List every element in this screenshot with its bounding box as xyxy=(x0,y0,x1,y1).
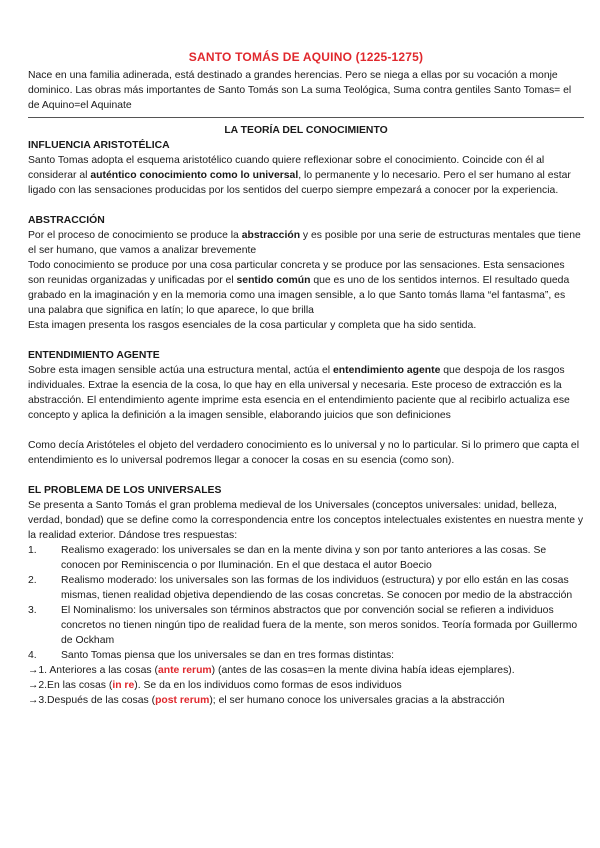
influencia-text-2: , lo permanente y lo necesario. Pero el ser humano al estar ligado con las sensaciones producidas por los sentidos del cuerpo siempre empezará a conocer por la experiencia. xyxy=(28,170,571,196)
universales-heading: EL PROBLEMA DE LOS UNIVERSALES xyxy=(28,485,222,496)
list-item-number: 2. xyxy=(28,575,37,586)
abstraccion-text-1: Por el proceso de conocimiento se produce la xyxy=(28,230,242,241)
influencia-paragraph xyxy=(28,153,584,198)
influencia-bold-1: auténtico conocimiento como lo universal xyxy=(90,170,299,181)
document-title: SANTO TOMÁS DE AQUINO (1225-1275) xyxy=(188,50,424,64)
spacer xyxy=(28,423,584,438)
sub-item-text: →2.En las cosas ( xyxy=(28,680,113,691)
entendimiento-text-1: Sobre esta imagen sensible actúa una estructura mental, actúa el xyxy=(28,365,333,376)
abstraccion-text-2: y es posible por una serie de estructuras mentales que tiene el ser humano, que vamos a analizar brevemente xyxy=(28,230,581,256)
sub-list-item xyxy=(28,693,584,708)
spacer xyxy=(28,198,584,213)
abstraccion-heading: ABSTRACCIÓN xyxy=(28,215,105,226)
divider xyxy=(28,117,584,118)
list-item xyxy=(28,648,584,663)
abstraccion-text-4: que es uno de los sentidos internos. El resultado queda grabado en la imaginación y en la memoria como una imagen sensible, a lo que Santo tomás llama “el fantasma”, es una palabra que significa en latín; lo que aparece, lo que brilla xyxy=(28,275,570,316)
entendimiento-paragraph-1 xyxy=(28,363,584,423)
list-item-number: 1. xyxy=(28,545,37,556)
entendimiento-paragraph-2: Como decía Aristóteles el objeto del verdadero conocimiento es lo universal y no lo particular. Si lo primero que capta el entendimiento es lo universal podremos llegar a conocer la cosas en su esencia (como son). xyxy=(28,440,580,466)
sub-item-text: ) (antes de las cosas=en la mente divina había ideas ejemplares). xyxy=(211,665,515,676)
list-item-text: Realismo exagerado: los universales se dan en la mente divina y son por tanto anteriores a las cosas. Se conocen por Reminiscencia o por Iluminación. En el que destaca el autor Boecio xyxy=(61,545,547,571)
abstraccion-text-3: Todo conocimiento se produce por una cosa particular concreta y se produce por las sensaciones. Esta sensaciones son reunidas organizadas y unificadas por el xyxy=(28,260,565,286)
sub-item-text: →3.Después de las cosas ( xyxy=(28,695,156,706)
influencia-text-1: Santo Tomas adopta el esquema aristotélico cuando quiere reflexionar sobre el conocimiento. Coincide con él al considerar al xyxy=(28,155,545,181)
sub-item-text: ). Se da en los individuos como formas de esos individuos xyxy=(134,680,402,691)
list-item xyxy=(28,573,584,603)
abstraccion-paragraph-2 xyxy=(28,258,584,318)
sub-list-item xyxy=(28,678,584,693)
document-page xyxy=(28,50,584,708)
universales-intro: Se presenta a Santo Tomás el gran problema medieval de los Universales (conceptos universales: unidad, belleza, verdad, bondad) que se define como la correspondencia entre los conceptos intelectuales existentes en nuestra mente y la realidad exterior. Dándose tres respuestas: xyxy=(28,500,584,541)
abstraccion-bold-1: abstracción xyxy=(241,230,301,241)
sub-item-text: →1. Anteriores a las cosas ( xyxy=(28,665,158,676)
entendimiento-bold-1: entendimiento agente xyxy=(332,365,441,376)
abstraccion-paragraph-3: Esta imagen presenta los rasgos esenciales de la cosa particular y completa que ha sido sentida. xyxy=(28,320,477,331)
latin-term: in re xyxy=(112,680,135,691)
latin-term: ante rerum xyxy=(157,665,212,676)
main-heading: LA TEORÍA DEL CONOCIMIENTO xyxy=(224,125,388,136)
entendimiento-heading: ENTENDIMIENTO AGENTE xyxy=(28,350,160,361)
intro-paragraph: Nace en una familia adinerada, está destinado a grandes herencias. Pero se niega a ellas por su vocación a monje dominico. Las obras más importantes de Santo Tomás son La suma Teológica, Suma contra gentiles Santo Tomas= el de Aquino=el Aquinate xyxy=(28,70,572,111)
list-item-number: 4. xyxy=(28,650,37,661)
list-item-text: Santo Tomas piensa que los universales se dan en tres formas distintas: xyxy=(61,650,395,661)
abstraccion-bold-2: sentido común xyxy=(236,275,311,286)
list-item-number: 3. xyxy=(28,605,37,616)
spacer xyxy=(28,468,584,483)
sub-list-item xyxy=(28,663,584,678)
list-item-text: El Nominalismo: los universales son términos abstractos que por convención social se refieren a individuos concretos no tienen ningún tipo de realidad fuera de la mente, son meros sonidos. Teoría formada por Guillermo de Ockham xyxy=(61,605,578,646)
spacer xyxy=(28,333,584,348)
list-item-text: Realismo moderado: los universales son las formas de los individuos (estructura) y por ello están en las cosas mismas, tienen realidad objetiva dependiendo de las cosas concretas. Se conocen por medio de la abstracción xyxy=(61,575,573,601)
list-item xyxy=(28,543,584,573)
entendimiento-text-2: que despoja de los rasgos individuales. Extrae la esencia de la cosa, lo que hay en ella universal y necesaria. Este proceso de extracción es la abstracción. El entendimiento agente imprime esta esencia en el entendimiento paciente que al recibirlo actualiza ese concepto y aplica la definición a la imagen sensible, elaborando juicios que son definiciones xyxy=(28,365,570,421)
latin-term: post rerum xyxy=(155,695,210,706)
sub-item-text: ); el ser humano conoce los universales gracias a la abstracción xyxy=(209,695,505,706)
list-item xyxy=(28,603,584,648)
influencia-heading: INFLUENCIA ARISTOTÉLICA xyxy=(28,140,170,151)
abstraccion-paragraph-1 xyxy=(28,228,584,258)
